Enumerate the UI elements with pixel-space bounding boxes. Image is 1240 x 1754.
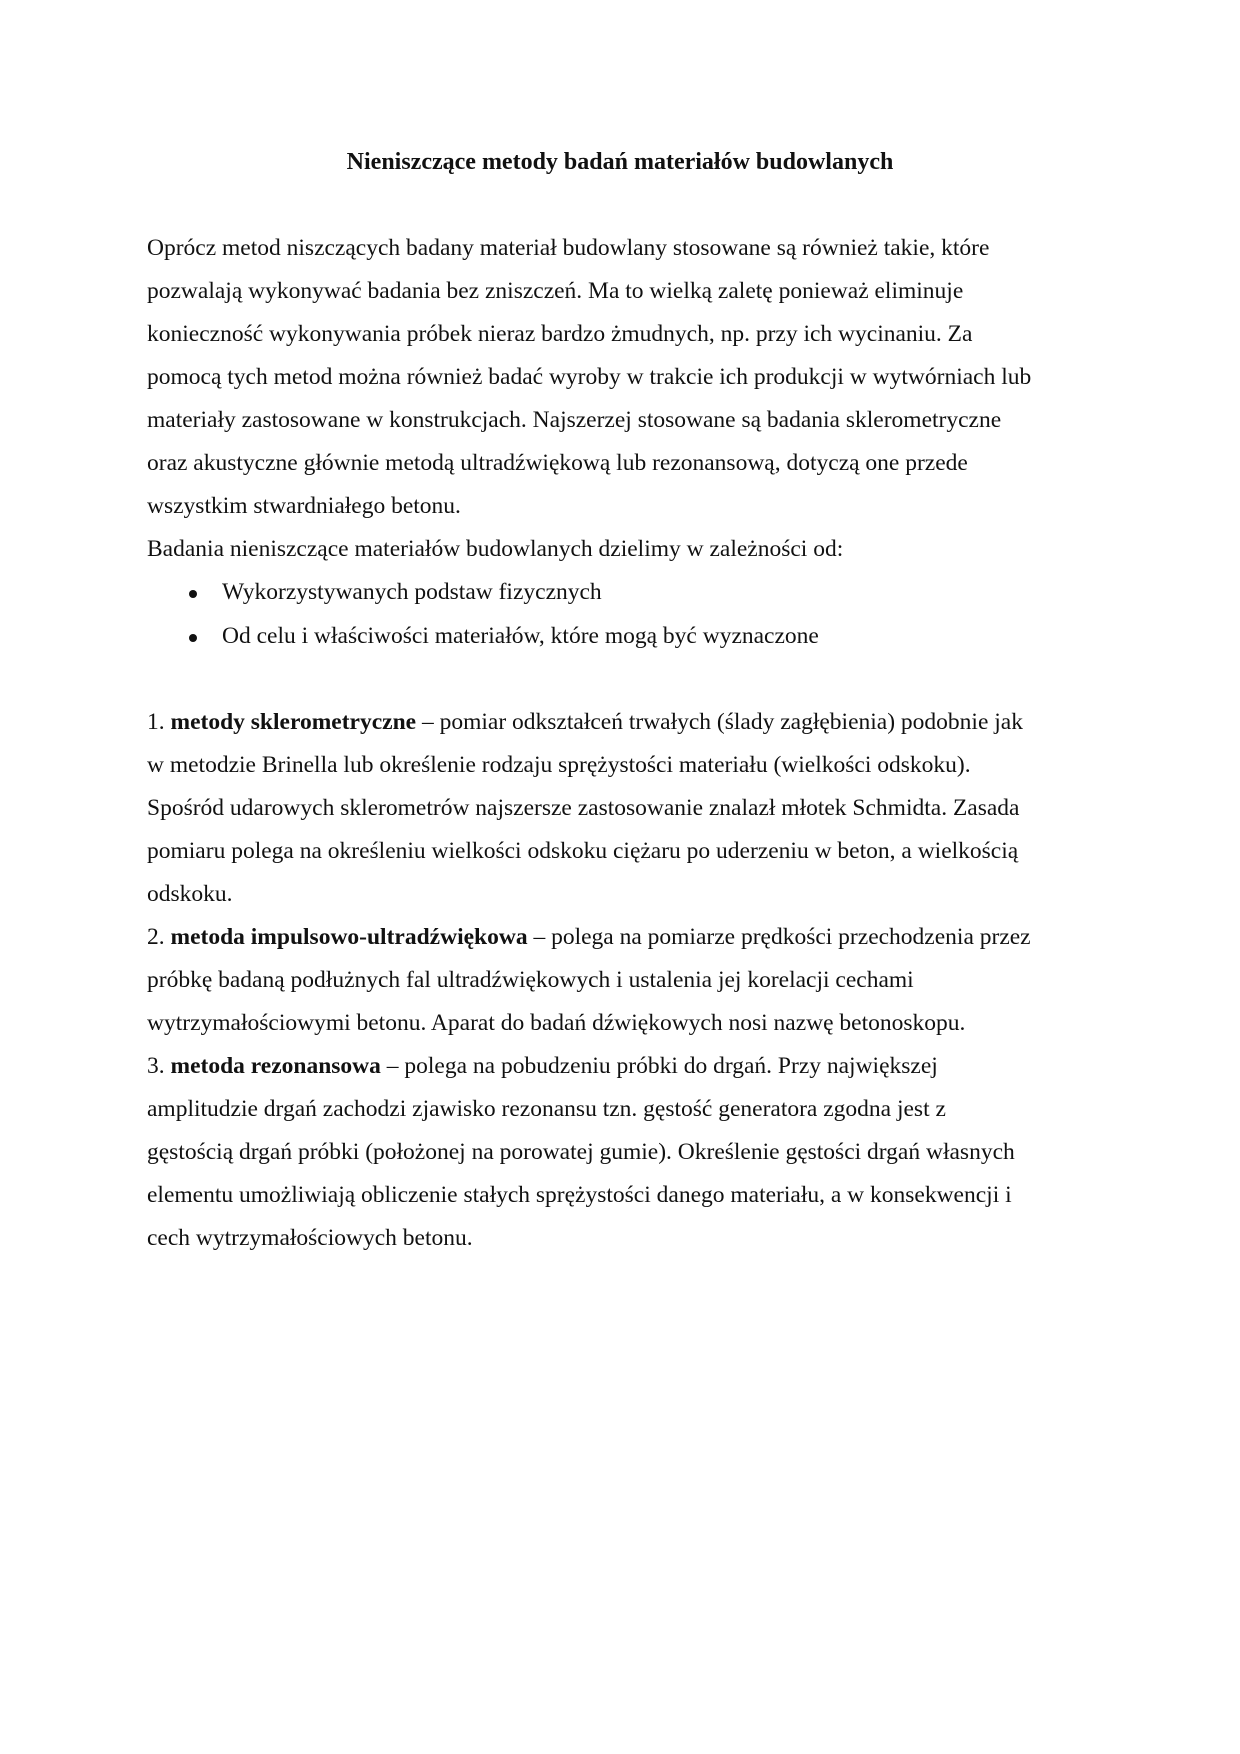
method-paragraph (147, 1045, 1107, 1260)
method-line: próbkę badaną podłużnych fal ultradźwiękowych i ustalenia jej korelacji cechami (147, 967, 914, 993)
list-item-text: Od celu i właściwości materiałów, które mogą być wyznaczone (222, 623, 819, 649)
list-item-text: Wykorzystywanych podstaw fizycznych (222, 579, 602, 605)
method-name: metoda impulsowo-ultradźwiękowa (170, 924, 528, 950)
method-text: – pomiar odkształceń trwałych (ślady zagłębienia) podobnie jak (416, 709, 1023, 735)
document-title: Nieniszczące metody badań materiałów budowlanych (346, 149, 894, 175)
method-number: 1. (147, 709, 165, 735)
method-name: metody sklerometryczne (170, 709, 417, 735)
intro-line: konieczność wykonywania próbek nieraz bardzo żmudnych, np. przy ich wycinaniu. Za (147, 321, 973, 347)
bullet-icon (189, 634, 197, 642)
method-heading-line (147, 701, 1107, 744)
method-line: Spośród udarowych sklerometrów najszersze zastosowanie znalazł młotek Schmidta. Zasada (147, 795, 1020, 821)
method-line: w metodzie Brinella lub określenie rodzaju sprężystości materiału (wielkości odskoku). (147, 752, 971, 778)
method-text: – polega na pomiarze prędkości przechodzenia przez (527, 924, 1031, 950)
method-line: elementu umożliwiają obliczenie stałych sprężystości danego materiału, a w konsekwencji i (147, 1182, 1012, 1208)
method-heading-line (147, 916, 1107, 959)
method-text: – polega na pobudzeniu próbki do drgań. Przy największej (380, 1053, 938, 1079)
intro-line: Oprócz metod niszczących badany materiał budowlany stosowane są również takie, które (147, 235, 990, 261)
method-line: odskoku. (147, 881, 233, 907)
intro-line: oraz akustyczne głównie metodą ultradźwiękową lub rezonansową, dotyczą one przede (147, 450, 968, 476)
list-item (147, 571, 1107, 615)
method-line: amplitudzie drgań zachodzi zjawisko rezonansu tzn. gęstość generatora zgodna jest z (147, 1096, 946, 1122)
intro-line: materiały zastosowane w konstrukcjach. Najszerzej stosowane są badania sklerometryczne (147, 407, 1002, 433)
method-line: gęstością drgań próbki (położonej na porowatej gumie). Określenie gęstości drgań własnych (147, 1139, 1015, 1165)
intro-line: pomocą tych metod można również badać wyroby w trakcie ich produkcji w wytwórniach lub (147, 364, 1032, 390)
intro-line: pozwalają wykonywać badania bez zniszczeń. Ma to wielką zaletę ponieważ eliminuje (147, 278, 964, 304)
intro-line: wszystkim stwardniałego betonu. (147, 493, 461, 519)
method-number: 2. (147, 924, 165, 950)
method-number: 3. (147, 1053, 165, 1079)
bullet-icon (189, 590, 197, 598)
method-heading-line (147, 1045, 1107, 1088)
methods-section (147, 701, 1107, 1260)
list-item (147, 615, 1107, 659)
method-line: wytrzymałościowymi betonu. Aparat do badań dźwiękowych nosi nazwę betonoskopu. (147, 1010, 966, 1036)
lead-paragraph (147, 528, 1107, 571)
method-paragraph (147, 701, 1107, 916)
method-line: pomiaru polega na określeniu wielkości odskoku ciężaru po uderzeniu w beton, a wielkością (147, 838, 1019, 864)
bullet-list (147, 571, 1107, 659)
method-line: cech wytrzymałościowych betonu. (147, 1225, 473, 1251)
intro-paragraph (147, 227, 1107, 528)
method-name: metoda rezonansowa (170, 1053, 381, 1079)
lead-line: Badania nieniszczące materiałów budowlanych dzielimy w zależności od: (147, 536, 844, 562)
method-paragraph (147, 916, 1107, 1045)
